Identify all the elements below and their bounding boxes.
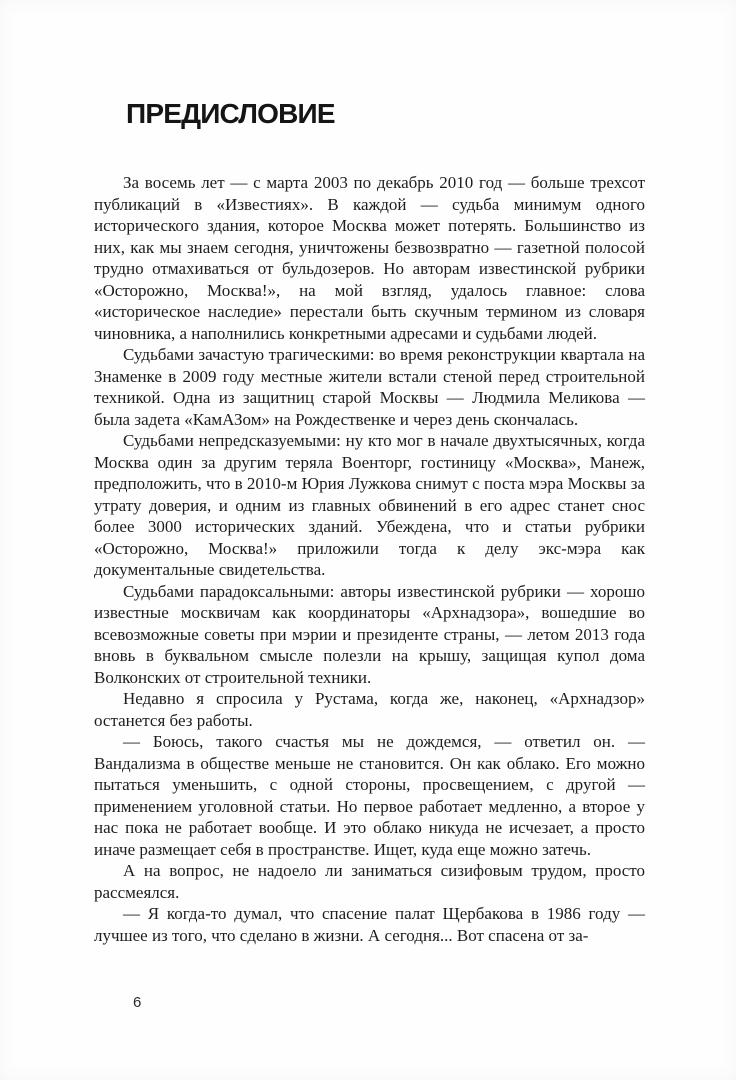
body-paragraph: Судьбами зачастую трагическими: во время реконструкции квартала на Знаменке в 2009 году местные жители встали стеной перед строительной техникой. Одна из защитниц старой Москвы — Людмила Меликова — была задета «КамАЗом» на Рождественке и через день скончалась. [94,345,645,429]
body-paragraph: Судьбами непредсказуемыми: ну кто мог в начале двухтысячных, когда Москва один за другим теряла Военторг, гостиницу «Москва», Манеж, предположить, что в 2010-м Юрия Лужкова снимут с поста мэра Москвы за утрату доверия, и одним из главных обвинений в его адрес станет снос более 3000 исторических зданий. Убеждена, что и статьи рубрики «Осторожно, Москва!» приложили тогда к делу экс-мэра как документальные свидетельства. [94,431,645,579]
body-paragraph: Недавно я спросила у Рустама, когда же, наконец, «Архнадзор» останется без работы. [94,689,645,730]
body-text-block [94,172,645,946]
body-paragraph: — Я когда-то думал, что спасение палат Щербакова в 1986 году — лучшее из того, что сделано в жизни. А сегодня... Вот спасена от за- [94,904,645,945]
page-number: 6 [133,994,142,1011]
body-paragraph: Судьбами парадоксальными: авторы известинской рубрики — хорошо известные москвичам как координаторы «Архнадзора», вошедшие во всевозможные советы при мэрии и президенте страны, — летом 2013 года вновь в буквальном смысле полезли на крышу, защищая купол дома Волконских от строительной техники. [94,581,645,687]
chapter-title: ПРЕДИСЛОВИЕ [126,98,335,129]
body-paragraph: А на вопрос, не надоело ли заниматься сизифовым трудом, просто рассмеялся. [94,861,645,902]
body-paragraph: — Боюсь, такого счастья мы не дождемся, — ответил он. — Вандализма в обществе меньше не становится. Он как облако. Его можно пытаться уменьшить, с одной стороны, просвещением, с другой — применением уголовной статьи. Но первое работает медленно, а второе у нас пока не работает вообще. И это облако никуда не исчезает, а просто иначе размещает себя в пространстве. Ищет, куда еще можно затечь. [94,732,645,859]
body-paragraph: За восемь лет — с марта 2003 по декабрь 2010 год — больше трехсот публикаций в «Известиях». В каждой — судьба минимум одного исторического здания, которое Москва может потерять. Большинство из них, как мы знаем сегодня, уничтожены безвозвратно — газетной полосой трудно отмахиваться от бульдозеров. Но авторам известинской рубрики «Осторожно, Москва!», на мой взгляд, удалось главное: слова «историческое наследие» перестали быть скучным термином из словаря чиновника, а наполнились конкретными адресами и судьбами людей. [94,173,645,343]
